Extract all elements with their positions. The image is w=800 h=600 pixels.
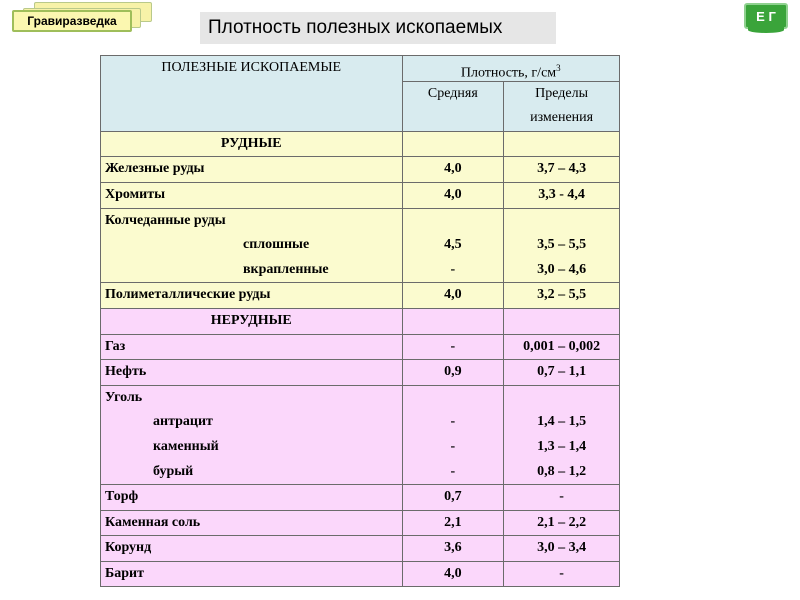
table-row: Хромиты 4,0 3,3 - 4,4: [101, 182, 620, 208]
section-label-nonore: НЕРУДНЫЕ: [101, 308, 403, 334]
table-row: Газ - 0,001 – 0,002: [101, 334, 620, 360]
header-range: Пределы изменения: [504, 81, 620, 131]
density-table: [100, 55, 620, 587]
section-row-ore: [101, 131, 620, 157]
section-row-nonore: [101, 308, 620, 334]
header-density: Плотность, $г/см^3$: [402, 56, 620, 82]
table-row: Каменная соль 2,1 2,1 – 2,2: [101, 510, 620, 536]
header-mineral: ПОЛЕЗНЫЕ ИСКОПАЕМЫЕ: [101, 56, 403, 132]
gravity-tag-button[interactable]: Гравиразведка: [12, 10, 132, 32]
table-row: Корунд 3,6 3,0 – 3,4: [101, 536, 620, 562]
table-row: Торф 0,7 -: [101, 485, 620, 511]
eg-badge-button[interactable]: Е Г: [744, 3, 788, 29]
table-row: Колчеданные руды сплошные вкрапленные 4,5 - 3,5 – 5,5 3,0 – 4,6: [101, 208, 620, 283]
table-row: Железные руды 4,0 3,7 – 4,3: [101, 157, 620, 183]
table-row: Барит 4,0 -: [101, 561, 620, 587]
table-header-row: [101, 56, 620, 82]
table-row: Нефть 0,9 0,7 – 1,1: [101, 360, 620, 386]
table-row: Уголь антрацит каменный бурый - - - 1,4 – 1,5 1,3 – 1,4 0,8 – 1,2: [101, 385, 620, 484]
gravity-tag-stack[interactable]: [12, 2, 162, 36]
section-label-ore: РУДНЫЕ: [101, 131, 403, 157]
page-title: Плотность полезных ископаемых: [200, 12, 556, 44]
table-row: Полиметаллические руды 4,0 3,2 – 5,5: [101, 283, 620, 309]
header-average: Средняя: [402, 81, 504, 131]
